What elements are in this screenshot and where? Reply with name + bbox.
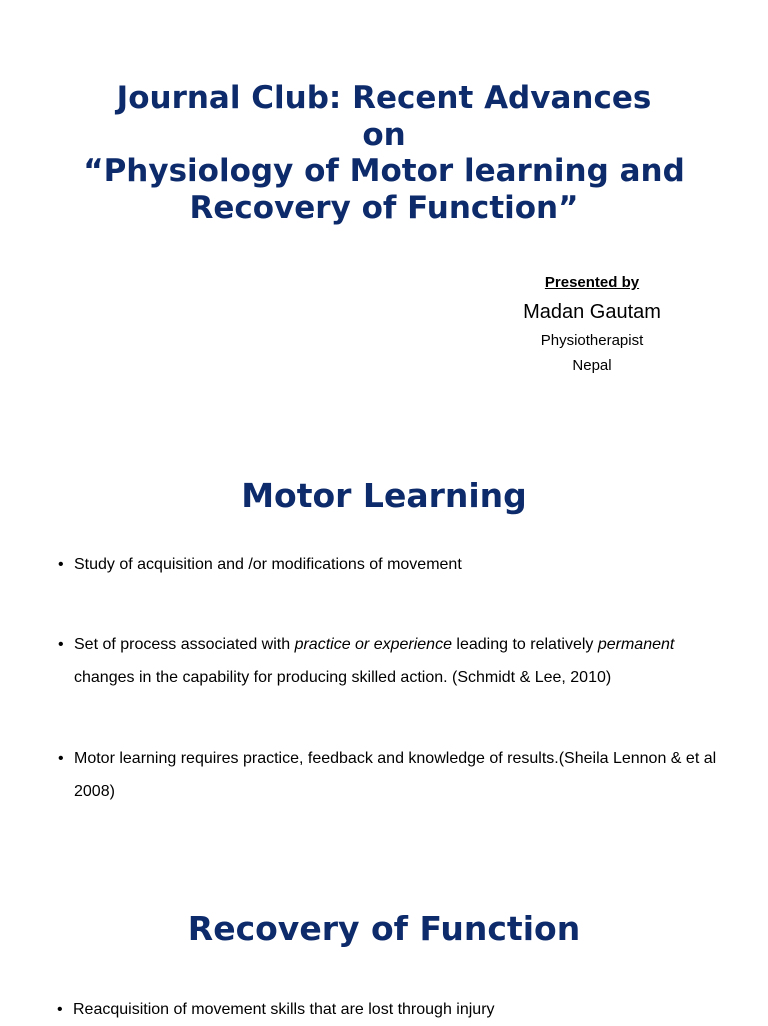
presentation-title [0,80,768,226]
bullet-text: Motor learning requires practice, feedback and knowledge of results.(Sheila Lennon & et al 2008) [74,750,717,800]
list-item [58,548,734,581]
list-item [58,628,734,694]
bullet-text: Reacquisition of movement skills that are lost through injury [73,1001,495,1018]
bullet-text-italic: permanent [597,636,675,653]
title-line-1: Journal Club: Recent Advances [116,80,652,116]
presenter-role: Physiotherapist [540,332,644,349]
list-item [57,993,733,1026]
title-line-2: on [362,116,406,153]
list-item [58,742,734,808]
bullet-text-part: leading to relatively [451,636,598,653]
presenter-name: Madan Gautam [523,301,661,323]
bullet-icon: • [58,636,64,653]
bullet-text-part: changes in the capability for producing skilled action. (Schmidt & Lee, 2010) [74,669,612,686]
presented-by-label: Presented by [544,274,640,291]
recovery-heading: Recovery of Function [187,909,581,948]
title-line-3: “Physiology of Motor learning and [83,153,685,189]
bullet-text-part: Set of process associated with [74,636,295,653]
motor-learning-heading: Motor Learning [241,476,527,515]
bullet-icon: • [58,556,64,573]
bullet-text: Study of acquisition and /or modifications of movement [74,556,462,573]
title-line-4: Recovery of Function” [189,189,579,226]
bullet-icon: • [57,1001,63,1018]
presenter-country: Nepal [572,357,612,374]
bullet-icon: • [58,750,64,767]
bullet-text-italic: practice or experience [294,636,452,653]
